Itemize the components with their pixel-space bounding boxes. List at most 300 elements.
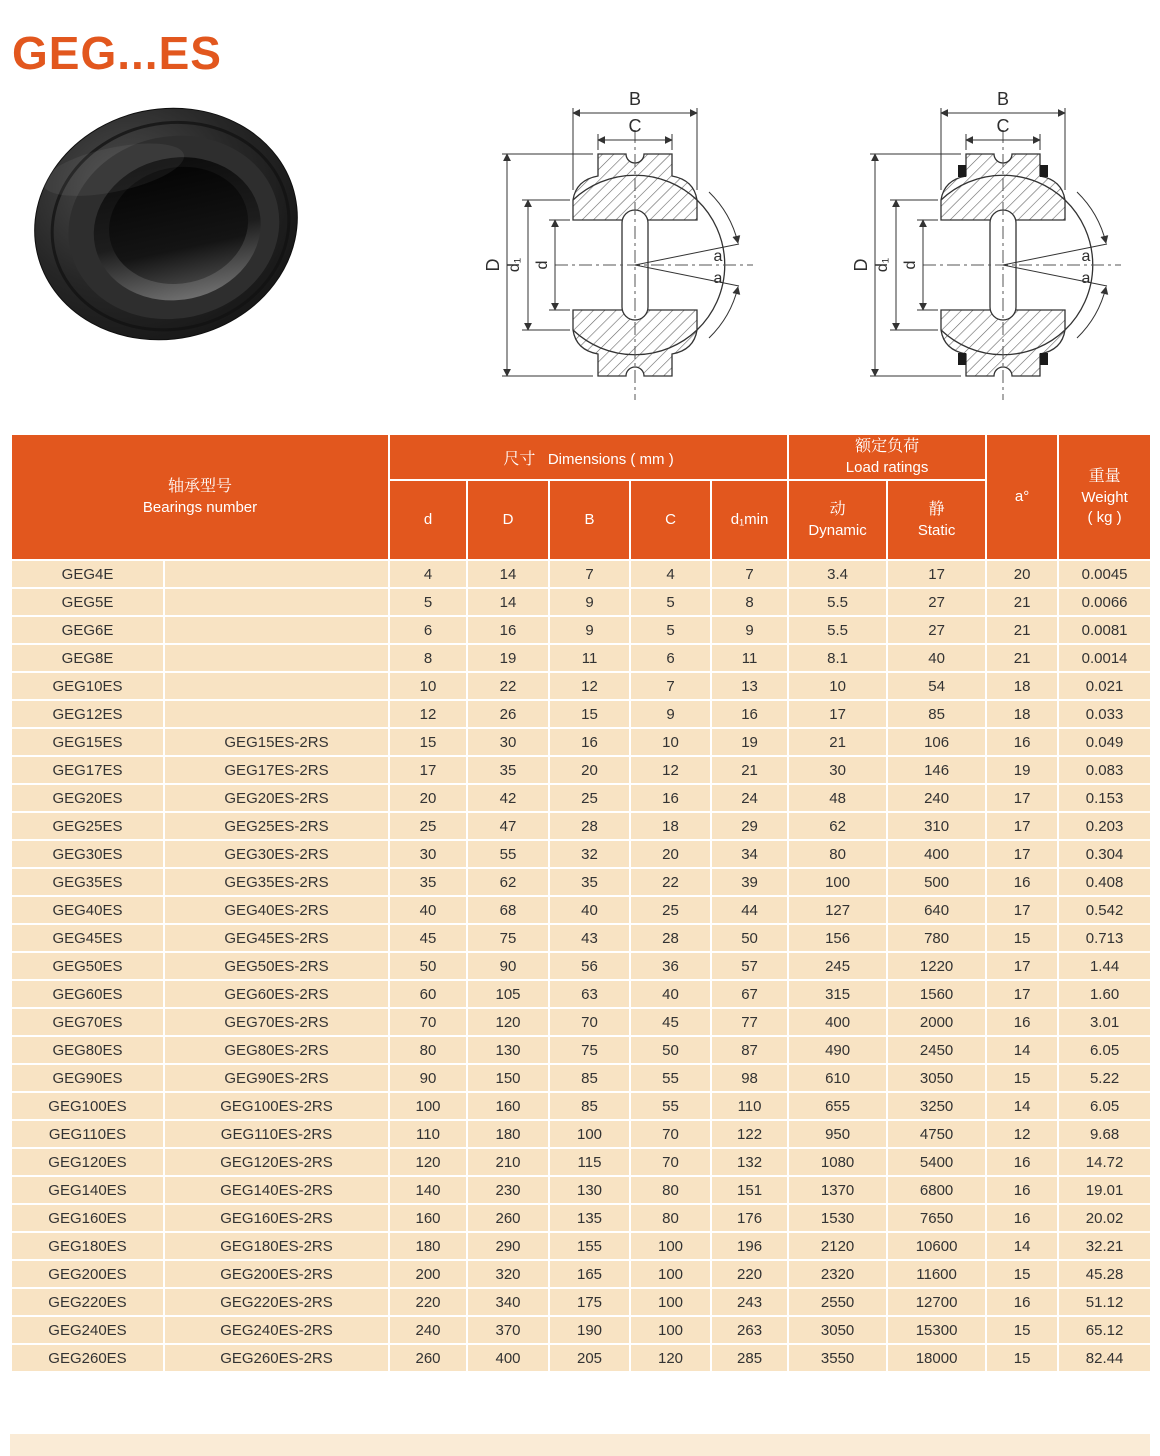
cell-D: 370 xyxy=(467,1316,549,1344)
cell-static: 3050 xyxy=(887,1064,986,1092)
cell-C: 36 xyxy=(630,952,711,980)
cell-model_1: GEG4E xyxy=(11,560,164,588)
cell-C: 100 xyxy=(630,1232,711,1260)
cell-C: 4 xyxy=(630,560,711,588)
table-row xyxy=(11,952,1151,980)
cell-weight: 5.22 xyxy=(1058,1064,1151,1092)
cell-D: 47 xyxy=(467,812,549,840)
cell-a_deg: 19 xyxy=(986,756,1058,784)
cell-B: 7 xyxy=(549,560,630,588)
cell-dynamic: 10 xyxy=(788,672,887,700)
table-row xyxy=(11,868,1151,896)
cell-d1min: 39 xyxy=(711,868,788,896)
cell-d: 4 xyxy=(389,560,467,588)
cell-dynamic: 245 xyxy=(788,952,887,980)
cell-weight: 0.713 xyxy=(1058,924,1151,952)
cell-D: 105 xyxy=(467,980,549,1008)
section-diagram-sealed xyxy=(818,80,1160,415)
cell-model_1: GEG110ES xyxy=(11,1120,164,1148)
cell-d1min: 44 xyxy=(711,896,788,924)
cell-D: 340 xyxy=(467,1288,549,1316)
cell-a_deg: 21 xyxy=(986,644,1058,672)
cell-d1min: 34 xyxy=(711,840,788,868)
dim-label-d: d xyxy=(534,260,551,270)
cell-D: 75 xyxy=(467,924,549,952)
cell-B: 25 xyxy=(549,784,630,812)
cell-D: 42 xyxy=(467,784,549,812)
cell-d1min: 8 xyxy=(711,588,788,616)
cell-d1min: 19 xyxy=(711,728,788,756)
cell-d1min: 21 xyxy=(711,756,788,784)
cell-B: 63 xyxy=(549,980,630,1008)
cell-static: 27 xyxy=(887,616,986,644)
cell-B: 175 xyxy=(549,1288,630,1316)
cell-d: 100 xyxy=(389,1092,467,1120)
cell-B: 32 xyxy=(549,840,630,868)
cell-a_deg: 17 xyxy=(986,952,1058,980)
cell-d: 17 xyxy=(389,756,467,784)
cell-B: 40 xyxy=(549,896,630,924)
cell-C: 12 xyxy=(630,756,711,784)
cell-model_1: GEG60ES xyxy=(11,980,164,1008)
cell-B: 15 xyxy=(549,700,630,728)
cell-C: 20 xyxy=(630,840,711,868)
cell-model_2: GEG90ES-2RS xyxy=(164,1064,389,1092)
cell-static: 1220 xyxy=(887,952,986,980)
header-col-d: d xyxy=(389,480,467,560)
cell-static: 10600 xyxy=(887,1232,986,1260)
cell-C: 28 xyxy=(630,924,711,952)
cell-a_deg: 14 xyxy=(986,1036,1058,1064)
cell-D: 130 xyxy=(467,1036,549,1064)
cell-model_1: GEG45ES xyxy=(11,924,164,952)
dim-label-B: B xyxy=(996,89,1010,109)
cell-D: 14 xyxy=(467,560,549,588)
cell-a_deg: 12 xyxy=(986,1120,1058,1148)
table-row xyxy=(11,784,1151,812)
cell-model_1: GEG90ES xyxy=(11,1064,164,1092)
cell-a_deg: 20 xyxy=(986,560,1058,588)
cell-C: 120 xyxy=(630,1344,711,1372)
cell-D: 260 xyxy=(467,1204,549,1232)
cell-d: 260 xyxy=(389,1344,467,1372)
cell-a_deg: 15 xyxy=(986,924,1058,952)
cell-static: 5400 xyxy=(887,1148,986,1176)
cell-model_2: GEG160ES-2RS xyxy=(164,1204,389,1232)
cell-a_deg: 16 xyxy=(986,1204,1058,1232)
cell-model_2: GEG80ES-2RS xyxy=(164,1036,389,1064)
cell-model_1: GEG220ES xyxy=(11,1288,164,1316)
cell-C: 55 xyxy=(630,1064,711,1092)
cell-dynamic: 490 xyxy=(788,1036,887,1064)
cell-C: 9 xyxy=(630,700,711,728)
cell-weight: 0.203 xyxy=(1058,812,1151,840)
cell-a_deg: 17 xyxy=(986,812,1058,840)
cell-D: 16 xyxy=(467,616,549,644)
cell-B: 12 xyxy=(549,672,630,700)
cell-a_deg: 14 xyxy=(986,1232,1058,1260)
cell-dynamic: 80 xyxy=(788,840,887,868)
bearing-photo-image xyxy=(26,98,306,350)
cell-d1min: 67 xyxy=(711,980,788,1008)
cell-dynamic: 48 xyxy=(788,784,887,812)
cell-model_2: GEG30ES-2RS xyxy=(164,840,389,868)
cell-model_2: GEG140ES-2RS xyxy=(164,1176,389,1204)
cell-d1min: 13 xyxy=(711,672,788,700)
cell-model_2: GEG260ES-2RS xyxy=(164,1344,389,1372)
header-col-B: B xyxy=(549,480,630,560)
header-load-ratings-group: 额定负荷 Load ratings xyxy=(788,434,986,480)
cell-static: 146 xyxy=(887,756,986,784)
cell-D: 180 xyxy=(467,1120,549,1148)
dim-label-d1: d₁ xyxy=(874,257,891,273)
cell-weight: 0.153 xyxy=(1058,784,1151,812)
table-row xyxy=(11,728,1151,756)
cell-D: 320 xyxy=(467,1260,549,1288)
cell-model_1: GEG5E xyxy=(11,588,164,616)
cell-model_2 xyxy=(164,700,389,728)
cell-a_deg: 16 xyxy=(986,1288,1058,1316)
cell-d: 12 xyxy=(389,700,467,728)
cell-d: 10 xyxy=(389,672,467,700)
cell-C: 7 xyxy=(630,672,711,700)
cell-D: 26 xyxy=(467,700,549,728)
cell-a_deg: 16 xyxy=(986,1176,1058,1204)
dim-label-B: B xyxy=(628,89,642,109)
cell-dynamic: 3.4 xyxy=(788,560,887,588)
cell-model_2: GEG35ES-2RS xyxy=(164,868,389,896)
cell-model_2 xyxy=(164,672,389,700)
cell-d: 220 xyxy=(389,1288,467,1316)
cell-B: 190 xyxy=(549,1316,630,1344)
cell-dynamic: 127 xyxy=(788,896,887,924)
cell-d1min: 9 xyxy=(711,616,788,644)
cell-C: 25 xyxy=(630,896,711,924)
cell-weight: 0.0045 xyxy=(1058,560,1151,588)
cell-B: 100 xyxy=(549,1120,630,1148)
cell-a_deg: 17 xyxy=(986,896,1058,924)
cell-model_1: GEG200ES xyxy=(11,1260,164,1288)
cell-static: 500 xyxy=(887,868,986,896)
header-bearings-number: 轴承型号 Bearings number xyxy=(11,434,389,560)
cell-a_deg: 15 xyxy=(986,1260,1058,1288)
cell-weight: 0.049 xyxy=(1058,728,1151,756)
cell-d: 8 xyxy=(389,644,467,672)
cell-dynamic: 3550 xyxy=(788,1344,887,1372)
table-row xyxy=(11,1092,1151,1120)
cell-model_2: GEG15ES-2RS xyxy=(164,728,389,756)
cell-D: 400 xyxy=(467,1344,549,1372)
cell-dynamic: 1080 xyxy=(788,1148,887,1176)
dim-label-D: D xyxy=(483,258,503,272)
page-title: GEG...ES xyxy=(12,27,222,79)
cell-a_deg: 17 xyxy=(986,980,1058,1008)
cell-B: 155 xyxy=(549,1232,630,1260)
cell-weight: 20.02 xyxy=(1058,1204,1151,1232)
cell-model_1: GEG160ES xyxy=(11,1204,164,1232)
cell-weight: 14.72 xyxy=(1058,1148,1151,1176)
cell-d1min: 7 xyxy=(711,560,788,588)
cell-static: 17 xyxy=(887,560,986,588)
cell-d: 60 xyxy=(389,980,467,1008)
cell-model_1: GEG6E xyxy=(11,616,164,644)
cell-d: 6 xyxy=(389,616,467,644)
cell-d1min: 151 xyxy=(711,1176,788,1204)
cell-d: 35 xyxy=(389,868,467,896)
cell-static: 780 xyxy=(887,924,986,952)
cell-static: 4750 xyxy=(887,1120,986,1148)
cell-static: 1560 xyxy=(887,980,986,1008)
table-row xyxy=(11,1036,1151,1064)
cell-d1min: 50 xyxy=(711,924,788,952)
cell-D: 210 xyxy=(467,1148,549,1176)
cell-C: 45 xyxy=(630,1008,711,1036)
cell-static: 40 xyxy=(887,644,986,672)
cell-d: 180 xyxy=(389,1232,467,1260)
cell-d: 160 xyxy=(389,1204,467,1232)
cell-model_1: GEG25ES xyxy=(11,812,164,840)
table-row xyxy=(11,1008,1151,1036)
table-row xyxy=(11,1204,1151,1232)
cell-dynamic: 100 xyxy=(788,868,887,896)
dim-label-C: C xyxy=(996,116,1010,136)
cell-weight: 1.60 xyxy=(1058,980,1151,1008)
angle-label-a-upper: a xyxy=(1081,248,1091,265)
cell-B: 11 xyxy=(549,644,630,672)
cell-weight: 6.05 xyxy=(1058,1036,1151,1064)
cell-d1min: 24 xyxy=(711,784,788,812)
spec-table xyxy=(10,433,1152,1373)
cell-C: 5 xyxy=(630,616,711,644)
cell-D: 90 xyxy=(467,952,549,980)
dim-label-D: D xyxy=(851,258,871,272)
cell-model_2 xyxy=(164,644,389,672)
cell-C: 55 xyxy=(630,1092,711,1120)
cell-B: 115 xyxy=(549,1148,630,1176)
cell-d: 50 xyxy=(389,952,467,980)
cell-model_1: GEG80ES xyxy=(11,1036,164,1064)
cell-B: 43 xyxy=(549,924,630,952)
cell-B: 16 xyxy=(549,728,630,756)
cell-model_2: GEG220ES-2RS xyxy=(164,1288,389,1316)
cell-static: 310 xyxy=(887,812,986,840)
cell-dynamic: 610 xyxy=(788,1064,887,1092)
cell-static: 640 xyxy=(887,896,986,924)
cell-model_1: GEG70ES xyxy=(11,1008,164,1036)
cell-static: 12700 xyxy=(887,1288,986,1316)
table-row xyxy=(11,756,1151,784)
table-row xyxy=(11,1148,1151,1176)
cell-d: 80 xyxy=(389,1036,467,1064)
cell-weight: 0.542 xyxy=(1058,896,1151,924)
header-col-D: D xyxy=(467,480,549,560)
cell-d: 45 xyxy=(389,924,467,952)
cell-model_2: GEG25ES-2RS xyxy=(164,812,389,840)
table-row xyxy=(11,1120,1151,1148)
cell-B: 165 xyxy=(549,1260,630,1288)
table-row xyxy=(11,700,1151,728)
table-row xyxy=(11,1232,1151,1260)
cell-C: 16 xyxy=(630,784,711,812)
cell-d1min: 110 xyxy=(711,1092,788,1120)
cell-D: 62 xyxy=(467,868,549,896)
cell-d: 70 xyxy=(389,1008,467,1036)
section-diagram-open xyxy=(450,80,800,415)
cell-d: 25 xyxy=(389,812,467,840)
cell-model_1: GEG260ES xyxy=(11,1344,164,1372)
cell-a_deg: 15 xyxy=(986,1316,1058,1344)
cell-weight: 6.05 xyxy=(1058,1092,1151,1120)
cell-C: 100 xyxy=(630,1316,711,1344)
cell-model_1: GEG10ES xyxy=(11,672,164,700)
cell-C: 100 xyxy=(630,1260,711,1288)
cell-d: 140 xyxy=(389,1176,467,1204)
table-row xyxy=(11,1316,1151,1344)
cell-d1min: 285 xyxy=(711,1344,788,1372)
cell-dynamic: 62 xyxy=(788,812,887,840)
header-col-static: 静 Static xyxy=(887,480,986,560)
cell-C: 100 xyxy=(630,1288,711,1316)
cell-model_1: GEG100ES xyxy=(11,1092,164,1120)
cell-a_deg: 15 xyxy=(986,1344,1058,1372)
table-row xyxy=(11,672,1151,700)
cell-D: 150 xyxy=(467,1064,549,1092)
cell-model_1: GEG40ES xyxy=(11,896,164,924)
cell-model_2: GEG110ES-2RS xyxy=(164,1120,389,1148)
cell-B: 75 xyxy=(549,1036,630,1064)
table-row xyxy=(11,1288,1151,1316)
cell-weight: 0.0014 xyxy=(1058,644,1151,672)
cell-model_2: GEG50ES-2RS xyxy=(164,952,389,980)
table-header xyxy=(11,434,1151,560)
cell-static: 400 xyxy=(887,840,986,868)
table-row xyxy=(11,812,1151,840)
table-row xyxy=(11,1260,1151,1288)
cell-C: 50 xyxy=(630,1036,711,1064)
cell-B: 56 xyxy=(549,952,630,980)
cell-d: 110 xyxy=(389,1120,467,1148)
cell-model_1: GEG8E xyxy=(11,644,164,672)
cell-model_2: GEG17ES-2RS xyxy=(164,756,389,784)
cell-C: 10 xyxy=(630,728,711,756)
cell-model_1: GEG15ES xyxy=(11,728,164,756)
cell-B: 9 xyxy=(549,588,630,616)
cell-B: 35 xyxy=(549,868,630,896)
cell-a_deg: 18 xyxy=(986,700,1058,728)
cell-d: 120 xyxy=(389,1148,467,1176)
dim-label-C: C xyxy=(628,116,642,136)
cell-C: 5 xyxy=(630,588,711,616)
cell-weight: 0.0066 xyxy=(1058,588,1151,616)
cell-dynamic: 950 xyxy=(788,1120,887,1148)
cell-model_2: GEG120ES-2RS xyxy=(164,1148,389,1176)
header-weight: 重量 Weight ( kg ) xyxy=(1058,434,1151,560)
cell-B: 28 xyxy=(549,812,630,840)
cell-a_deg: 17 xyxy=(986,784,1058,812)
cell-model_2: GEG40ES-2RS xyxy=(164,896,389,924)
table-row xyxy=(11,896,1151,924)
cell-d: 240 xyxy=(389,1316,467,1344)
cell-weight: 0.083 xyxy=(1058,756,1151,784)
cell-weight: 51.12 xyxy=(1058,1288,1151,1316)
cell-a_deg: 21 xyxy=(986,616,1058,644)
cell-D: 19 xyxy=(467,644,549,672)
cell-D: 14 xyxy=(467,588,549,616)
angle-label-a-lower: a xyxy=(1081,270,1091,287)
cell-d1min: 11 xyxy=(711,644,788,672)
cell-d: 90 xyxy=(389,1064,467,1092)
cell-model_2 xyxy=(164,616,389,644)
cell-weight: 82.44 xyxy=(1058,1344,1151,1372)
cell-d1min: 243 xyxy=(711,1288,788,1316)
cell-d: 40 xyxy=(389,896,467,924)
cell-D: 68 xyxy=(467,896,549,924)
cell-dynamic: 2320 xyxy=(788,1260,887,1288)
cell-weight: 3.01 xyxy=(1058,1008,1151,1036)
cell-d1min: 132 xyxy=(711,1148,788,1176)
table-bottom-strip xyxy=(10,1434,1150,1456)
cell-d: 200 xyxy=(389,1260,467,1288)
table-row xyxy=(11,980,1151,1008)
cell-d1min: 122 xyxy=(711,1120,788,1148)
cell-static: 11600 xyxy=(887,1260,986,1288)
table-row xyxy=(11,588,1151,616)
cell-a_deg: 16 xyxy=(986,728,1058,756)
cell-dynamic: 8.1 xyxy=(788,644,887,672)
cell-static: 85 xyxy=(887,700,986,728)
cell-dynamic: 400 xyxy=(788,1008,887,1036)
cell-C: 80 xyxy=(630,1176,711,1204)
cell-D: 290 xyxy=(467,1232,549,1260)
cell-model_1: GEG240ES xyxy=(11,1316,164,1344)
cell-d1min: 220 xyxy=(711,1260,788,1288)
cell-static: 106 xyxy=(887,728,986,756)
cell-model_2: GEG180ES-2RS xyxy=(164,1232,389,1260)
table-row xyxy=(11,560,1151,588)
cell-dynamic: 156 xyxy=(788,924,887,952)
cell-B: 70 xyxy=(549,1008,630,1036)
table-row xyxy=(11,924,1151,952)
cell-model_1: GEG12ES xyxy=(11,700,164,728)
cell-model_1: GEG30ES xyxy=(11,840,164,868)
cell-C: 6 xyxy=(630,644,711,672)
cell-weight: 0.304 xyxy=(1058,840,1151,868)
cell-D: 30 xyxy=(467,728,549,756)
cell-model_1: GEG50ES xyxy=(11,952,164,980)
cell-dynamic: 2120 xyxy=(788,1232,887,1260)
cell-static: 2450 xyxy=(887,1036,986,1064)
cell-weight: 0.408 xyxy=(1058,868,1151,896)
header-col-dynamic: 动 Dynamic xyxy=(788,480,887,560)
header-col-C: C xyxy=(630,480,711,560)
cell-C: 70 xyxy=(630,1148,711,1176)
header-angle: a° xyxy=(986,434,1058,560)
cell-model_2: GEG70ES-2RS xyxy=(164,1008,389,1036)
cell-weight: 19.01 xyxy=(1058,1176,1151,1204)
cell-d1min: 57 xyxy=(711,952,788,980)
cell-d1min: 87 xyxy=(711,1036,788,1064)
header-col-d1min: d₁min xyxy=(711,480,788,560)
cell-d1min: 196 xyxy=(711,1232,788,1260)
cell-B: 20 xyxy=(549,756,630,784)
cell-C: 40 xyxy=(630,980,711,1008)
cell-d1min: 176 xyxy=(711,1204,788,1232)
cell-model_2: GEG240ES-2RS xyxy=(164,1316,389,1344)
cell-d: 5 xyxy=(389,588,467,616)
cell-D: 22 xyxy=(467,672,549,700)
cell-dynamic: 17 xyxy=(788,700,887,728)
cell-dynamic: 5.5 xyxy=(788,616,887,644)
